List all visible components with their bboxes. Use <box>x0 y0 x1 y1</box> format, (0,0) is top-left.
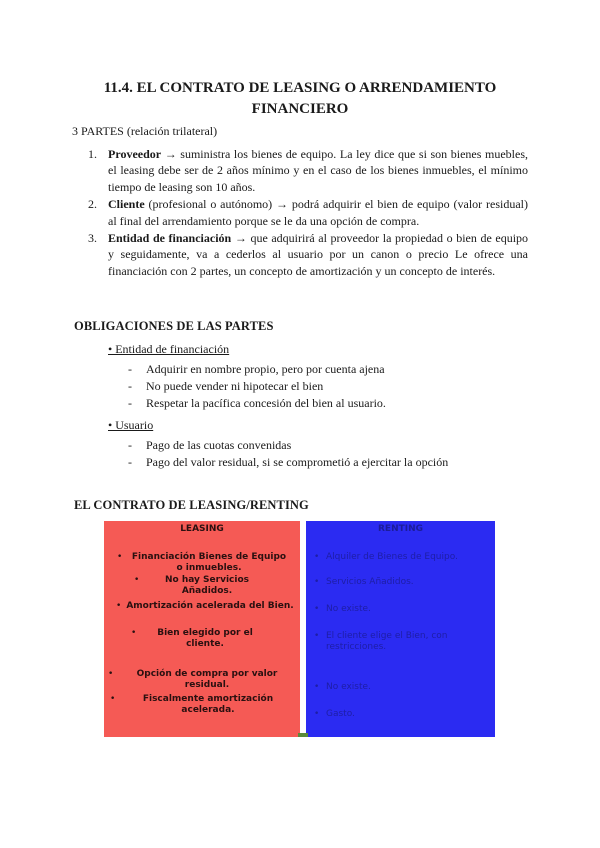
list-item <box>88 230 528 279</box>
group-label-entidad: • Entidad de financiación <box>108 342 230 356</box>
list-item <box>128 379 323 394</box>
dash-bullet: - <box>128 438 132 452</box>
contrato-heading: EL CONTRATO DE LEASING/RENTING <box>74 498 309 512</box>
bullet-icon: • <box>117 552 123 562</box>
item-term: Cliente <box>108 197 145 212</box>
list-item <box>128 455 448 470</box>
title-line-1: 11.4. EL CONTRATO DE LEASING O ARRENDAMIENTO <box>103 80 497 96</box>
renting-item: Servicios Añadidos. <box>326 577 414 587</box>
item-term: Proveedor <box>108 147 162 161</box>
leasing-item: Bien elegido por el cliente. <box>157 628 253 649</box>
bullet-icon: • <box>134 575 140 585</box>
renting-item: No existe. <box>326 682 371 692</box>
item-text: que adquirirá al proveedor la propiedad o bien de equipo y seguidamente, va a cederlos al usuario por un canon o precio Le ofrece una financiación con 2 partes, un concepto de amortización y un concepto de interés. <box>108 231 529 278</box>
bullet-icon: • <box>314 682 320 692</box>
bullet-icon: • <box>314 577 320 587</box>
bullet-icon: • <box>314 709 320 719</box>
parts-list <box>88 146 528 280</box>
leasing-item: Fiscalmente amortización acelerada. <box>142 694 274 715</box>
bullet-icon: • <box>314 552 320 562</box>
arrow-icon: → <box>164 147 177 161</box>
item-text: Pago de las cuotas convenidas <box>146 438 292 452</box>
renting-header: RENTING <box>377 524 424 534</box>
renting-item: Gasto. <box>326 709 355 719</box>
item-number: 3. <box>88 231 97 246</box>
leasing-panel <box>104 521 300 737</box>
leasing-item: Financiación Bienes de Equipo o inmuebles. <box>131 552 287 573</box>
dash-bullet: - <box>128 396 132 410</box>
bullet-icon: • <box>131 628 137 638</box>
list-item <box>128 396 386 411</box>
leasing-item: Opción de compra por valor residual. <box>136 669 278 690</box>
renting-item: No existe. <box>326 604 371 614</box>
item-text: Adquirir en nombre propio, pero por cuenta ajena <box>146 362 385 376</box>
bullet-icon: • <box>116 601 122 611</box>
bullet-icon: • <box>110 694 116 704</box>
renting-item: Alquiler de Bienes de Equipo. <box>326 552 458 562</box>
dash-bullet: - <box>128 455 132 469</box>
item-text: Respetar la pacífica concesión del bien al usuario. <box>146 396 386 410</box>
list-item <box>128 438 291 453</box>
bullet-icon: • <box>108 669 114 679</box>
intro-text: 3 PARTES (relación trilateral) <box>72 124 218 138</box>
leasing-item: Amortización acelerada del Bien. <box>126 601 294 611</box>
item-text: suministra los bienes de equipo. La ley dice que si son bienes muebles, el leasing debe ser de 2 años mínimo y en el caso de los bienes inmuebles, el mínimo tiempo de leasing son 10 años. <box>108 147 528 194</box>
leasing-item: No hay Servicios Añadidos. <box>165 575 249 596</box>
obligaciones-heading: OBLIGACIONES DE LAS PARTES <box>74 319 274 333</box>
item-qualifier: (profesional o autónomo) <box>148 197 273 212</box>
bullet-icon: • <box>314 631 320 641</box>
panel-divider-strip <box>298 733 308 737</box>
item-text: Pago del valor residual, si se comprometió a ejercitar la opción <box>146 455 449 469</box>
leasing-header: LEASING <box>180 524 224 534</box>
item-term: Entidad de financiación <box>108 231 232 246</box>
item-text: No puede vender ni hipotecar el bien <box>146 379 324 393</box>
renting-item: El cliente elige el Bien, con restricciones. <box>326 631 448 652</box>
group-label-usuario: • Usuario <box>108 418 154 432</box>
item-number: 1. <box>88 147 97 161</box>
list-item <box>128 362 385 377</box>
arrow-icon: → <box>276 197 288 212</box>
item-number: 2. <box>88 197 97 212</box>
renting-panel <box>306 521 495 737</box>
bullet-icon: • <box>314 604 320 614</box>
arrow-icon: → <box>234 231 247 246</box>
list-item <box>88 196 528 229</box>
list-item <box>88 146 528 195</box>
page-title <box>90 78 510 120</box>
dash-bullet: - <box>128 379 132 393</box>
title-line-2: FINANCIERO <box>251 101 349 117</box>
dash-bullet: - <box>128 362 132 376</box>
item-text: podrá adquirir el bien de equipo (valor residual) al final del arrendamiento porque se le da una opción de compra. <box>108 197 528 228</box>
